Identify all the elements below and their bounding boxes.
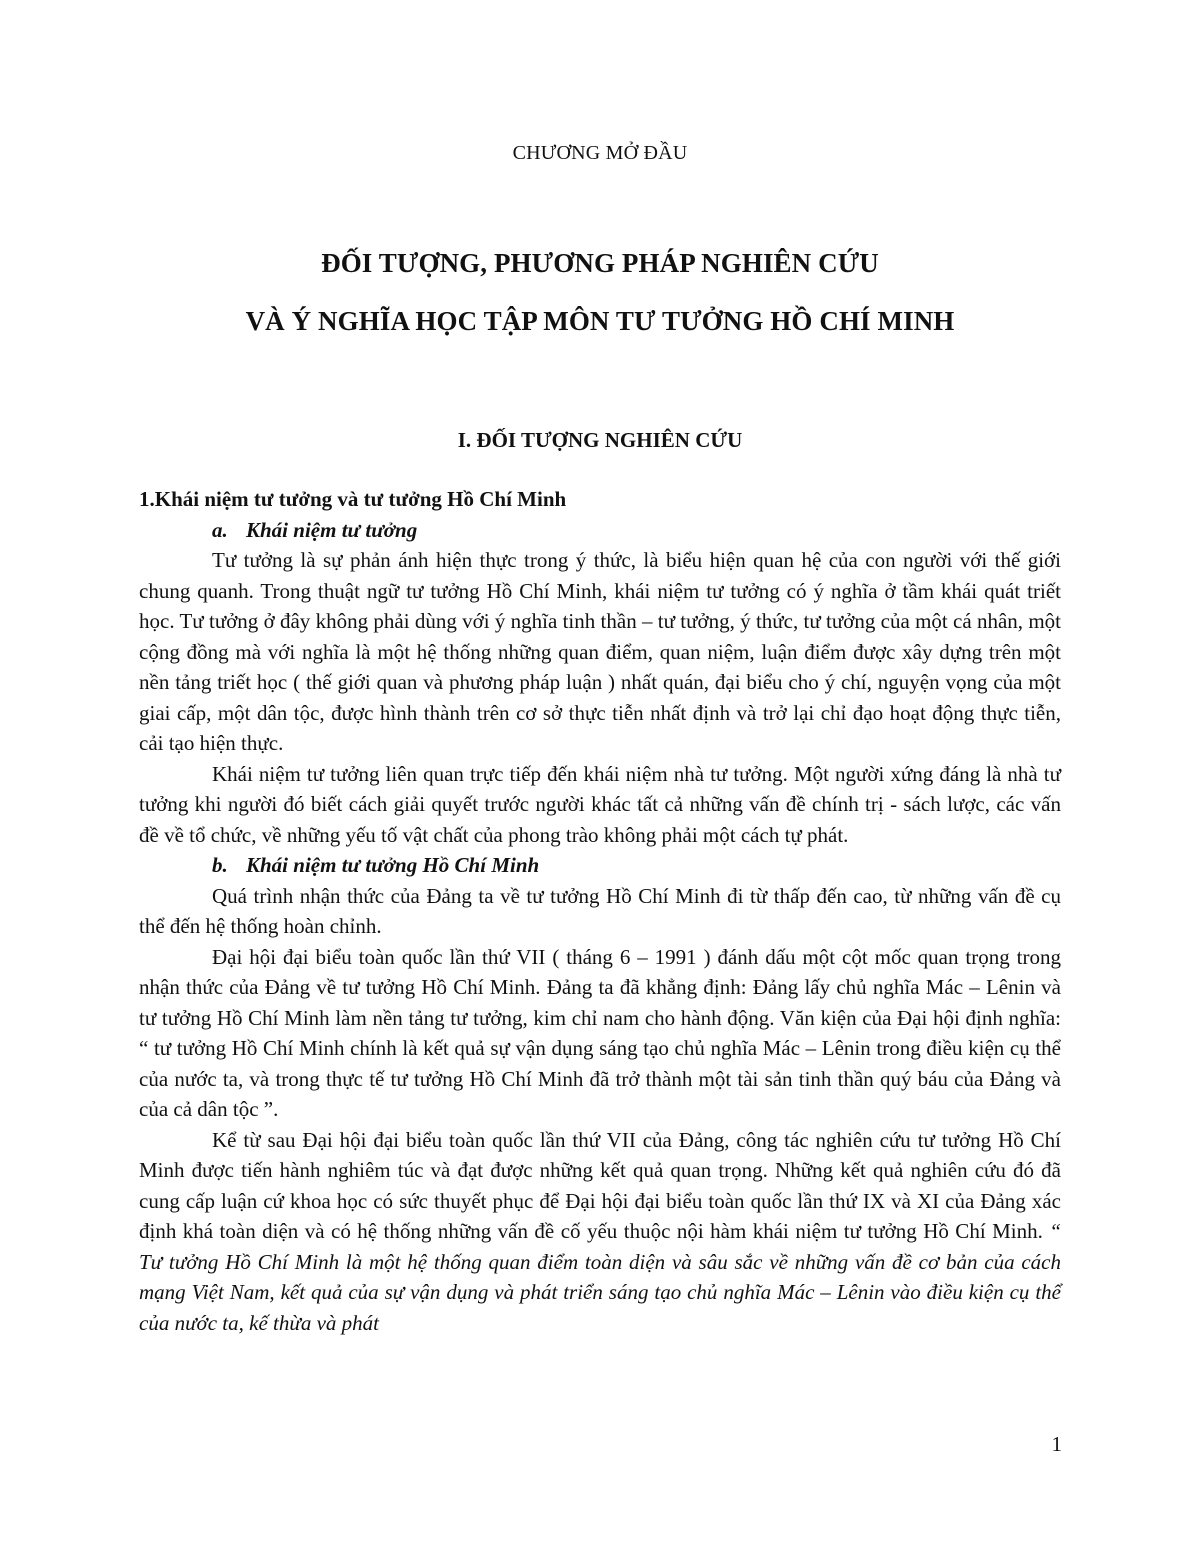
section-heading: I. ĐỐI TƯỢNG NGHIÊN CỨU	[457, 428, 743, 452]
paragraph-a1: Tư tưởng là sự phản ánh hiện thực trong ý thức, là biểu hiện quan hệ của con người với thế giới chung quanh. Trong thuật ngữ tư tưởng Hồ Chí Minh, khái niệm tư tưởng có ý nghĩa ở tầm khái quát triết học. Tư tưởng ở đây không phải dùng với ý nghĩa tinh thần – tư tưởng, ý thức, tư tưởng của một cá nhân, một cộng đồng mà với nghĩa là một hệ thống những quan điểm, quan niệm, luận điểm được xây dựng trên một nền tảng triết học ( thế giới quan và phương pháp luận ) nhất quán, đại biểu cho ý chí, nguyện vọng của một giai cấp, một dân tộc, được hình thành trên cơ sở thực tiễn nhất định và trở lại chỉ đạo hoạt động thực tiễn, cải tạo hiện thực.	[139, 548, 1061, 755]
subsection-heading: 1.Khái niệm tư tưởng và tư tưởng Hồ Chí Minh	[139, 487, 567, 511]
chapter-label: CHƯƠNG MỞ ĐẦU	[512, 142, 688, 164]
title-line-2: VÀ Ý NGHĨA HỌC TẬP MÔN TƯ TƯỞNG HỒ CHÍ MINH	[245, 306, 955, 336]
item-a-text: Khái niệm tư tưởng	[246, 517, 418, 542]
title-line-1: ĐỐI TƯỢNG, PHƯƠNG PHÁP NGHIÊN CỨU	[321, 248, 879, 278]
item-b-text: Khái niệm tư tưởng Hồ Chí Minh	[246, 853, 540, 877]
paragraph-b2: Đại hội đại biểu toàn quốc lần thứ VII ( tháng 6 – 1991 ) đánh dấu một cột mốc quan trọng trong nhận thức của Đảng về tư tưởng Hồ Chí Minh. Đảng ta đã khẳng định: Đảng lấy chủ nghĩa Mác – Lênin và tư tưởng Hồ Chí Minh làm nền tảng tư tưởng, kim chỉ nam cho hành động. Văn kiện của Đại hội định nghĩa: “ tư tưởng Hồ Chí Minh chính là kết quả sự vận dụng sáng tạo chủ nghĩa Mác – Lênin trong điều kiện cụ thể của nước ta, và trong thực tế tư tưởng Hồ Chí Minh đã trở thành một tài sản tinh thần quý báu của Đảng và của cả dân tộc ”.	[139, 944, 1061, 1121]
paragraph-b1: Quá trình nhận thức của Đảng ta về tư tưởng Hồ Chí Minh đi từ thấp đến cao, từ những vấn đề cụ thể đến hệ thống hoàn chỉnh.	[139, 883, 1061, 938]
body-text	[139, 484, 1061, 1338]
item-b-heading	[139, 850, 1061, 881]
item-b-label: b.	[212, 853, 228, 877]
paragraph-b3-text: Kể từ sau Đại hội đại biểu toàn quốc lần thứ VII của Đảng, công tác nghiên cứu tư tưởng Hồ Chí Minh được tiến hành nghiêm túc và đạt được những kết quả quan trọng. Những kết quả nghiên cứu đó đã cung cấp luận cứ khoa học có sức thuyết phục để Đại hội đại biểu toàn quốc lần thứ IX và XI của Đảng xác định khá toàn diện và có hệ thống những vấn đề cố yếu thuộc nội hàm khái niệm tư tưởng Hồ Chí Minh.	[139, 1127, 1061, 1243]
item-a-label: a.	[212, 517, 228, 542]
paragraph-b3-quote: “ Tư tưởng Hồ Chí Minh là một hệ thống quan điểm toàn diện và sâu sắc về những vấn đề cơ bản của cách mạng Việt Nam, kết quả của sự vận dụng và phát triển sáng tạo chủ nghĩa Mác – Lênin vào điều kiện cụ thể của nước ta, kế thừa và phát	[139, 1219, 1061, 1335]
page-number: 1	[1051, 1432, 1062, 1456]
paragraph-b3	[139, 1125, 1061, 1339]
paragraph-a2: Khái niệm tư tưởng liên quan trực tiếp đến khái niệm nhà tư tưởng. Một người xứng đáng là nhà tư tưởng khi người đó biết cách giải quyết trước người khác tất cả những vấn đề chính trị - sách lược, các vấn đề về tổ chức, về những yếu tố vật chất của phong trào không phải một cách tự phát.	[139, 761, 1061, 847]
item-a-heading	[139, 515, 1061, 546]
